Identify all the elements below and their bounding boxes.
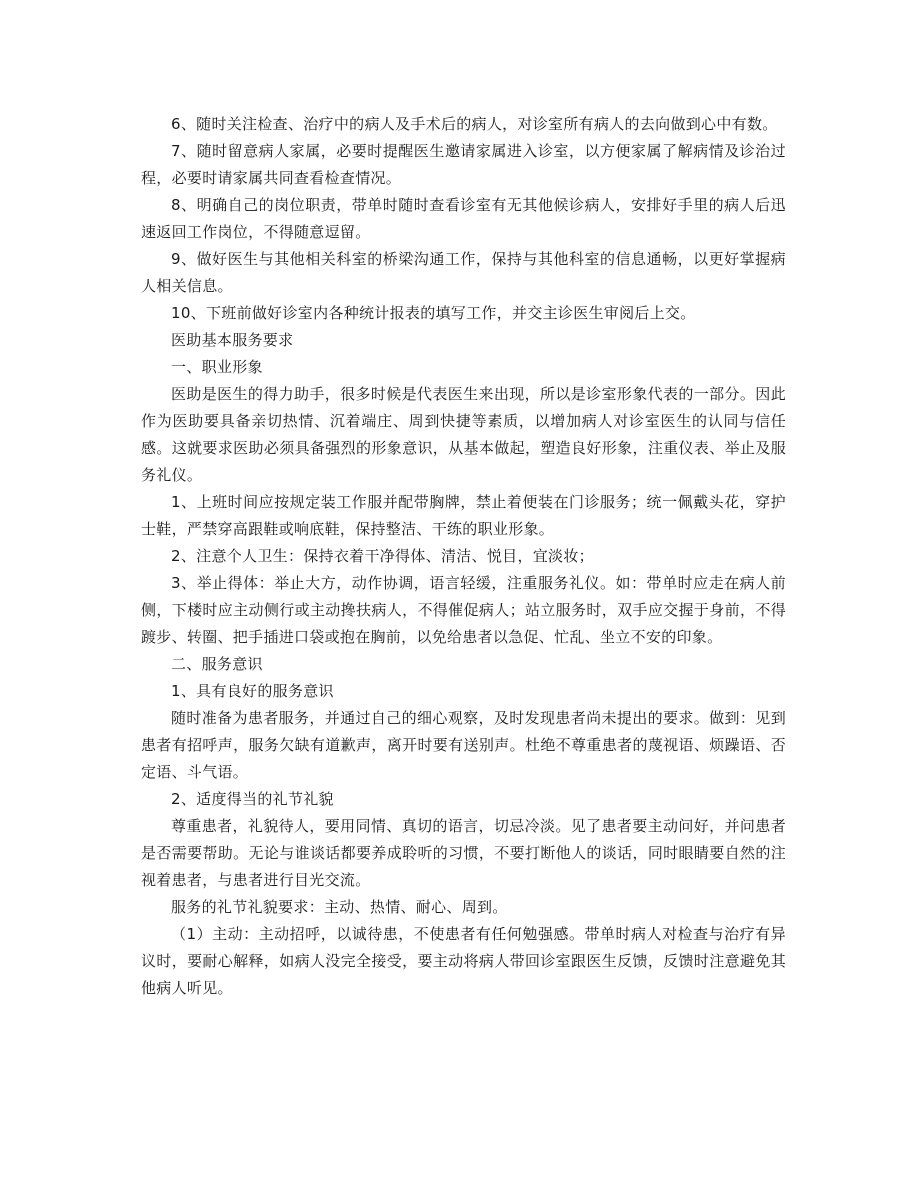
- paragraph-uniform: 1、上班时间应按规定装工作服并配带胸牌，禁止着便装在门诊服务；统一佩戴头花，穿护士鞋，严禁穿高跟鞋或响底鞋，保持整洁、干练的职业形象。: [141, 493, 786, 538]
- section-title: 医助基本服务要求: [171, 331, 294, 349]
- subheading-good-service: 1、具有良好的服务意识: [171, 682, 334, 700]
- paragraph-good-service: 随时准备为患者服务，并通过自己的细心观察，及时发现患者尚未提出的要求。做到：见到患者有招呼声，服务欠缺有道歉声，离开时要有送别声。杜绝不尊重患者的蔑视语、烦躁语、否定语、斗气语。: [141, 709, 786, 781]
- paragraph-item-7: 7、随时留意病人家属，必要时提醒医生邀请家属进入诊室，以方便家属了解病情及诊治过程，必要时请家属共同查看检查情况。: [141, 142, 786, 187]
- paragraph-image-intro: 医助是医生的得力助手，很多时候是代表医生来出现，所以是诊室形象代表的一部分。因此作为医助要具备亲切热情、沉着端庄、周到快捷等素质，以增加病人对诊室医生的认同与信任感。这就要求医助必须具备强烈的形象意识，从基本做起，塑造良好形象，注重仪表、举止及服务礼仪。: [141, 385, 786, 484]
- paragraph-etiquette-requirements: 服务的礼节礼貌要求：主动、热情、耐心、周到。: [171, 898, 508, 916]
- paragraph-hygiene: 2、注意个人卫生：保持衣着干净得体、清洁、悦目，宜淡妆；: [171, 547, 594, 565]
- heading-service-awareness: 二、服务意识: [171, 655, 263, 673]
- heading-professional-image: 一、职业形象: [171, 358, 263, 376]
- paragraph-manners: 3、举止得体：举止大方，动作协调，语言轻缓，注重服务礼仪。如：带单时应走在病人前侧，下楼时应主动侧行或主动搀扶病人，不得催促病人；站立服务时，双手应交握于身前，不得踱步、转圈、把手插进口袋或抱在胸前，以免给患者以急促、忙乱、坐立不安的印象。: [141, 574, 786, 646]
- document-body: [141, 111, 786, 1002]
- subheading-etiquette: 2、适度得当的礼节礼貌: [171, 790, 334, 808]
- paragraph-item-6: 6、随时关注检查、治疗中的病人及手术后的病人，对诊室所有病人的去向做到心中有数。: [171, 115, 778, 133]
- paragraph-proactive: （1）主动：主动招呼，以诚待患，不使患者有任何勉强感。带单时病人对检查与治疗有异议时，要耐心解释，如病人没完全接受，要主动将病人带回诊室跟医生反馈，反馈时注意避免其他病人听见。: [141, 925, 786, 997]
- paragraph-item-10: 10、下班前做好诊室内各种统计报表的填写工作，并交主诊医生审阅后上交。: [171, 304, 696, 322]
- paragraph-etiquette: 尊重患者，礼貌待人，要用同情、真切的语言，切忌冷淡。见了患者要主动问好，并问患者是否需要帮助。无论与谁谈话都要养成聆听的习惯，不要打断他人的谈话，同时眼睛要自然的注视着患者，与患者进行目光交流。: [141, 817, 786, 889]
- paragraph-item-8: 8、明确自己的岗位职责，带单时随时查看诊室有无其他候诊病人，安排好手里的病人后迅速返回工作岗位，不得随意逗留。: [141, 196, 786, 241]
- paragraph-item-9: 9、做好医生与其他相关科室的桥梁沟通工作，保持与其他科室的信息通畅，以更好掌握病人相关信息。: [141, 250, 786, 295]
